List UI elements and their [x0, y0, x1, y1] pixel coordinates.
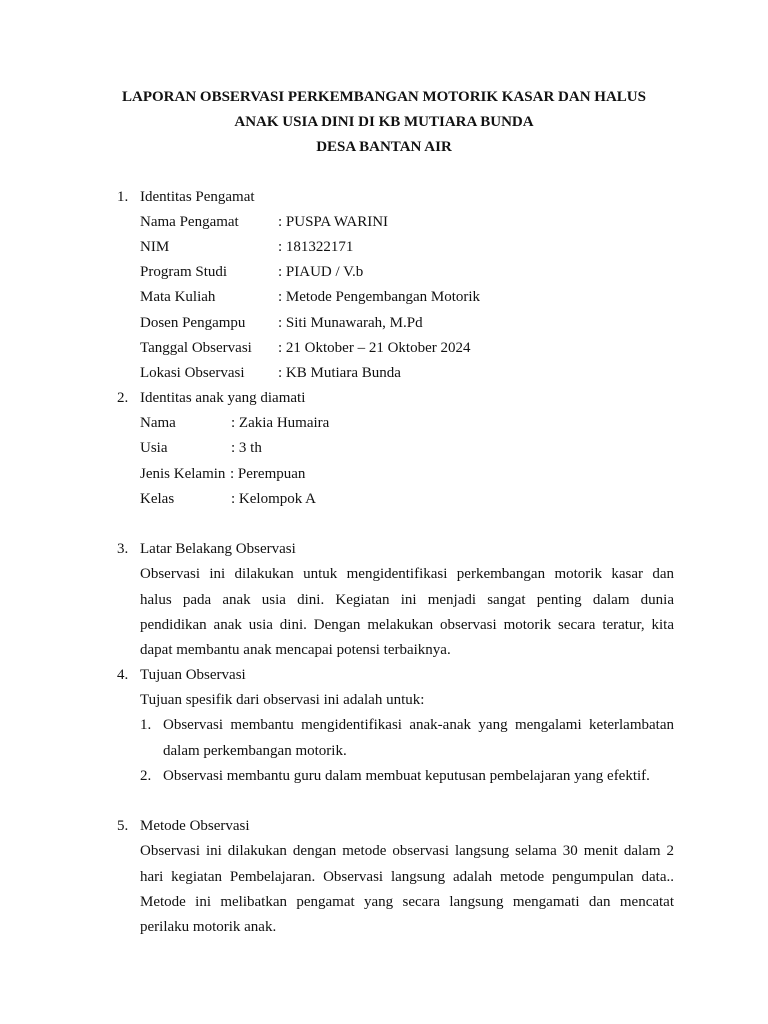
field-value: : PUSPA WARINI [278, 214, 389, 230]
section-4-heading: Tujuan Observasi [140, 667, 246, 683]
field-label: Kelas [140, 491, 175, 507]
field-value: : Zakia Humaira [231, 415, 330, 431]
field-value: : Perempuan [230, 466, 306, 482]
paragraph-line: Metode ini melibatkan pengamat yang secara langsung mengamati dan mencatat [140, 894, 674, 910]
field-label: Nama Pengamat [140, 214, 239, 230]
paragraph-line: dapat membantu anak mencapai potensi terbaiknya. [140, 642, 451, 658]
list-item-text: dalam perkembangan motorik. [163, 743, 347, 759]
field-label: Nama [140, 415, 176, 431]
section-4-number: 4. [117, 667, 129, 683]
title-line-2: ANAK USIA DINI DI KB MUTIARA BUNDA [234, 114, 534, 130]
section-1-number: 1. [117, 189, 129, 205]
field-value: : PIAUD / V.b [278, 264, 364, 280]
title-line-1: LAPORAN OBSERVASI PERKEMBANGAN MOTORIK KASAR DAN HALUS [122, 89, 646, 105]
section-1-heading: Identitas Pengamat [140, 189, 255, 205]
field-label: Dosen Pengampu [140, 315, 246, 331]
field-label: NIM [140, 239, 170, 255]
field-value: : Metode Pengembangan Motorik [278, 289, 481, 305]
field-label: Jenis Kelamin [140, 466, 226, 482]
field-value: : 181322171 [278, 239, 354, 255]
section-3-number: 3. [117, 541, 129, 557]
section-2-heading: Identitas anak yang diamati [140, 390, 306, 406]
field-value: : 3 th [231, 440, 262, 456]
section-3-heading: Latar Belakang Observasi [140, 541, 296, 557]
title-line-3: DESA BANTAN AIR [316, 139, 452, 155]
section-2-number: 2. [117, 390, 129, 406]
field-value: : 21 Oktober – 21 Oktober 2024 [278, 340, 471, 356]
field-value: : KB Mutiara Bunda [278, 365, 401, 381]
field-label: Usia [140, 440, 168, 456]
field-label: Tanggal Observasi [140, 340, 252, 356]
field-value: : Siti Munawarah, M.Pd [278, 315, 423, 331]
section-4-intro: Tujuan spesifik dari observasi ini adalah untuk: [140, 692, 425, 708]
section-5-number: 5. [117, 818, 129, 834]
list-item-number: 2. [140, 768, 152, 784]
paragraph-line: Observasi ini dilakukan untuk mengidentifikasi perkembangan motorik kasar dan [140, 566, 674, 582]
list-item-text: Observasi membantu guru dalam membuat keputusan pembelajaran yang efektif. [163, 768, 650, 784]
paragraph-line: hari kegiatan Pembelajaran. Observasi langsung adalah metode pengumpulan data.. [140, 869, 674, 885]
paragraph-line: halus pada anak usia dini. Kegiatan ini menjadi sangat penting dalam dunia [140, 592, 674, 608]
list-item-text: Observasi membantu mengidentifikasi anak-anak yang mengalami keterlambatan [163, 717, 674, 733]
paragraph-line: perilaku motorik anak. [140, 919, 277, 935]
section-5-heading: Metode Observasi [140, 818, 250, 834]
paragraph-line: pendidikan anak usia dini. Dengan melakukan observasi motorik secara teratur, kita [140, 617, 674, 633]
list-item-number: 1. [140, 717, 152, 733]
paragraph-line: Observasi ini dilakukan dengan metode observasi langsung selama 30 menit dalam 2 [140, 843, 674, 859]
field-label: Program Studi [140, 264, 228, 280]
field-label: Mata Kuliah [140, 289, 216, 305]
field-label: Lokasi Observasi [140, 365, 245, 381]
field-value: : Kelompok A [231, 491, 316, 507]
